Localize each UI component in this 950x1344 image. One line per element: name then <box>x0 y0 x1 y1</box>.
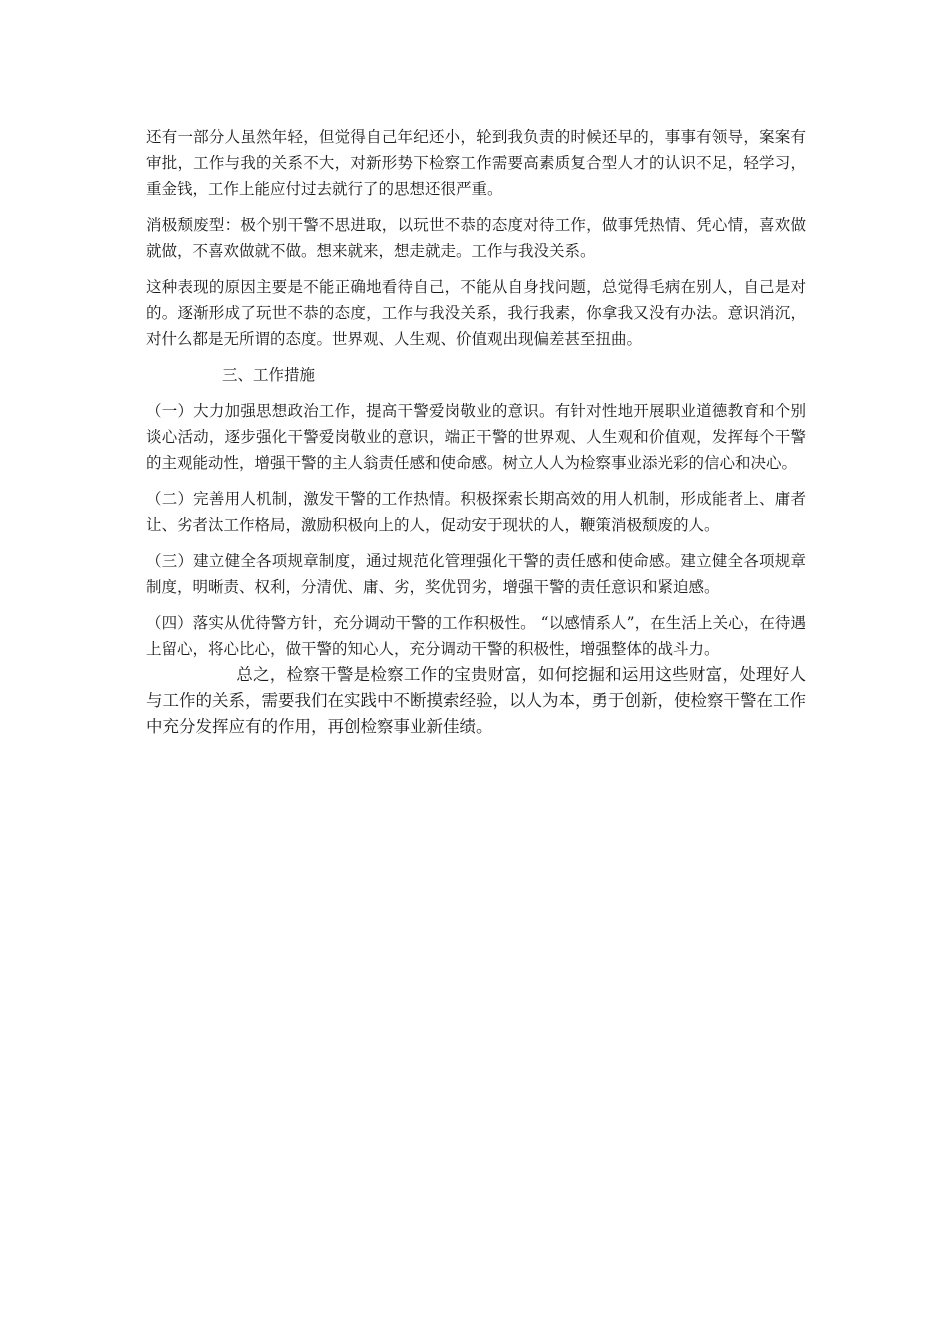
measure-item-1: （一）大力加强思想政治工作，提高干警爱岗敬业的意识。有针对性地开展职业道德教育和个别谈心活动，逐步强化干警爱岗敬业的意识，端正干警的世界观、人生观和价值观，发挥每个干警的主观能动性，增强干警的主人翁责任感和使命感。树立人人为检察事业添光彩的信心和决心。 <box>146 402 806 472</box>
measure-item-3: （三）建立健全各项规章制度，通过规范化管理强化干警的责任感和使命感。建立健全各项规章制度，明晰责、权利，分清优、庸、劣，奖优罚劣，增强干警的责任意识和紧迫感。 <box>146 552 806 596</box>
document-body <box>146 124 806 740</box>
conclusion-text: 总之，检察干警是检察工作的宝贵财富，如何挖掘和运用这些财富，处理好人与工作的关系，需要我们在实践中不断摸索经验，以人为本，勇于创新，使检察干警在工作中充分发挥应有的作用，再创检察事业新佳绩。 <box>146 665 806 736</box>
paragraph-causes: 这种表现的原因主要是不能正确地看待自己，不能从自身找问题，总觉得毛病在别人，自己是对的。逐渐形成了玩世不恭的态度，工作与我没关系，我行我素，你拿我又没有办法。意识消沉，对什么都是无所谓的态度。世界观、人生观、价值观出现偏差甚至扭曲。 <box>146 278 806 348</box>
measure-item-4: （四）落实从优待警方针，充分调动干警的工作积极性。 “以感情系人”，在生活上关心，在待遇上留心，将心比心，做干警的知心人，充分调动干警的积极性，增强整体的战斗力。 <box>146 614 806 658</box>
section-heading: 三、工作措施 <box>222 366 316 384</box>
paragraph-passive-type: 消极颓废型：极个别干警不思进取，以玩世不恭的态度对待工作，做事凭热情、凭心情，喜欢做就做，不喜欢做就不做。想来就来，想走就走。工作与我没关系。 <box>146 216 806 260</box>
measure-item-2: （二）完善用人机制，激发干警的工作热情。积极探索长期高效的用人机制，形成能者上、庸者让、劣者汰工作格局，激励积极向上的人，促动安于现状的人，鞭策消极颓废的人。 <box>146 490 806 534</box>
paragraph-young-staff: 还有一部分人虽然年轻，但觉得自己年纪还小，轮到我负责的时候还早的，事事有领导，案案有审批，工作与我的关系不大，对新形势下检察工作需要高素质复合型人才的认识不足，轻学习，重金钱，工作上能应付过去就行了的思想还很严重。 <box>146 128 806 198</box>
conclusion-paragraph <box>146 662 806 740</box>
